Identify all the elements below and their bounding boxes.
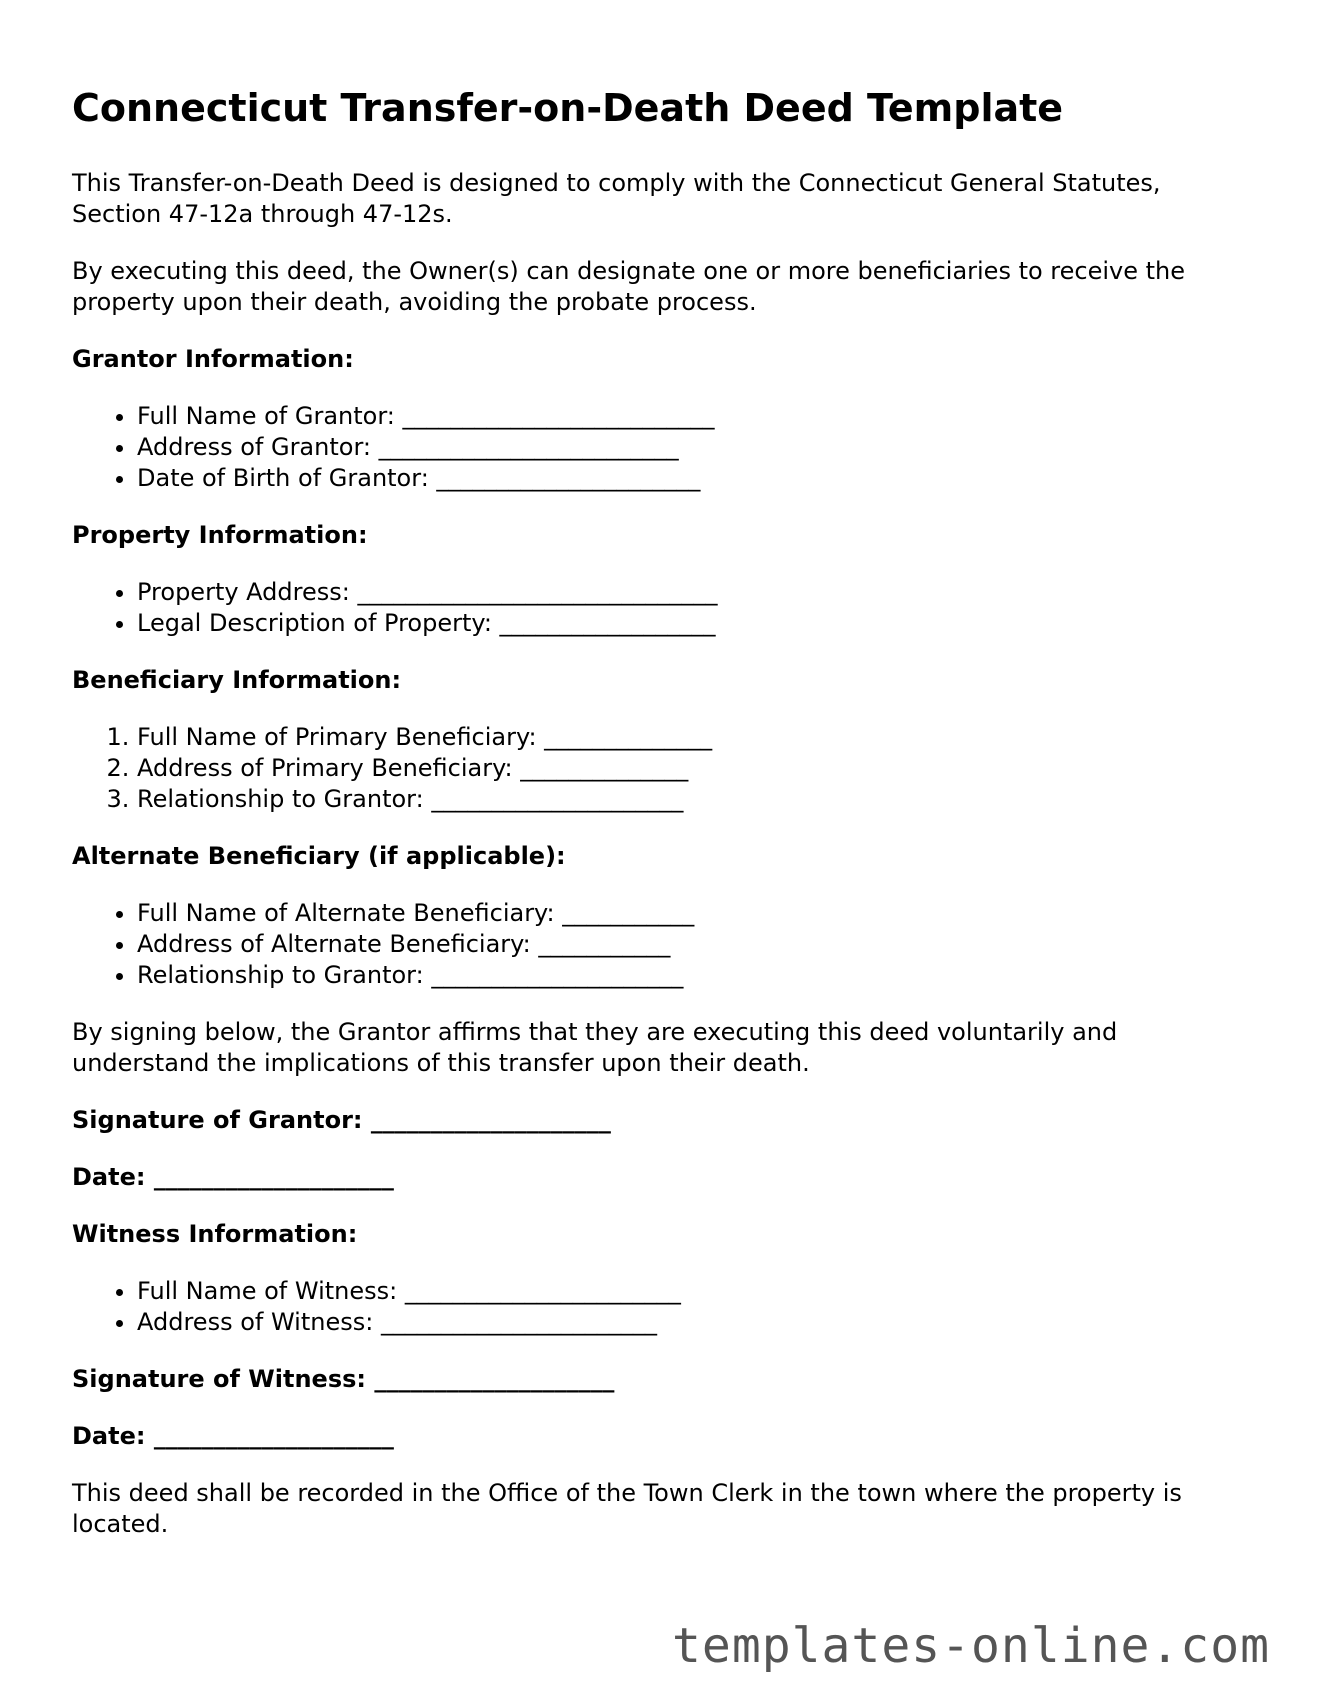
grantor-date-line: Date: ____________________ (72, 1162, 394, 1191)
witness-date-line: Date: ____________________ (72, 1421, 394, 1450)
document-page (72, 86, 1252, 1566)
alternate-beneficiary-heading: Alternate Beneficiary (if applicable): (72, 841, 566, 870)
intro-paragraph-1: This Transfer-on-Death Deed is designed to comply with the Connecticut General Statutes, Section 47-12a through 47-12s. (72, 168, 1161, 228)
list-item: 3. Relationship to Grantor: _____________________ (137, 784, 1252, 815)
grantor-signature-line: Signature of Grantor: ____________________ (72, 1105, 611, 1134)
property-heading: Property Information: (72, 520, 368, 549)
grantor-heading: Grantor Information: (72, 344, 354, 373)
beneficiary-list (72, 722, 1252, 815)
document-title: Connecticut Transfer-on-Death Deed Template (72, 86, 1064, 130)
list-item: • Address of Witness: _______________________ (137, 1307, 1252, 1338)
list-item: • Full Name of Grantor: __________________________ (137, 401, 1252, 432)
property-list (72, 577, 1252, 639)
list-item: • Property Address: ______________________________ (137, 577, 1252, 608)
list-item: 1. Full Name of Primary Beneficiary: ______________ (137, 722, 1252, 753)
affirmation-paragraph: By signing below, the Grantor affirms that they are executing this deed voluntarily and understand the implications of this transfer upon their death. (72, 1017, 1118, 1077)
list-item: • Address of Grantor: _________________________ (137, 432, 1252, 463)
alternate-beneficiary-list (72, 898, 1252, 991)
witness-signature-line: Signature of Witness: ____________________ (72, 1364, 615, 1393)
witness-list (72, 1276, 1252, 1338)
list-item: • Address of Alternate Beneficiary: ___________ (137, 929, 1252, 960)
watermark: templates-online.com (672, 1618, 1270, 1674)
list-item: • Relationship to Grantor: _____________________ (137, 960, 1252, 991)
intro-paragraph-2: By executing this deed, the Owner(s) can designate one or more beneficiaries to receive the property upon their death, avoiding the probate process. (72, 256, 1186, 316)
list-item: • Date of Birth of Grantor: ______________________ (137, 463, 1252, 494)
recording-note: This deed shall be recorded in the Office of the Town Clerk in the town where the property is located. (72, 1478, 1182, 1538)
grantor-list (72, 401, 1252, 494)
list-item: • Legal Description of Property: __________________ (137, 608, 1252, 639)
list-item: • Full Name of Witness: _______________________ (137, 1276, 1252, 1307)
beneficiary-heading: Beneficiary Information: (72, 665, 402, 694)
list-item: • Full Name of Alternate Beneficiary: ___________ (137, 898, 1252, 929)
witness-heading: Witness Information: (72, 1219, 358, 1248)
list-item: 2. Address of Primary Beneficiary: ______________ (137, 753, 1252, 784)
